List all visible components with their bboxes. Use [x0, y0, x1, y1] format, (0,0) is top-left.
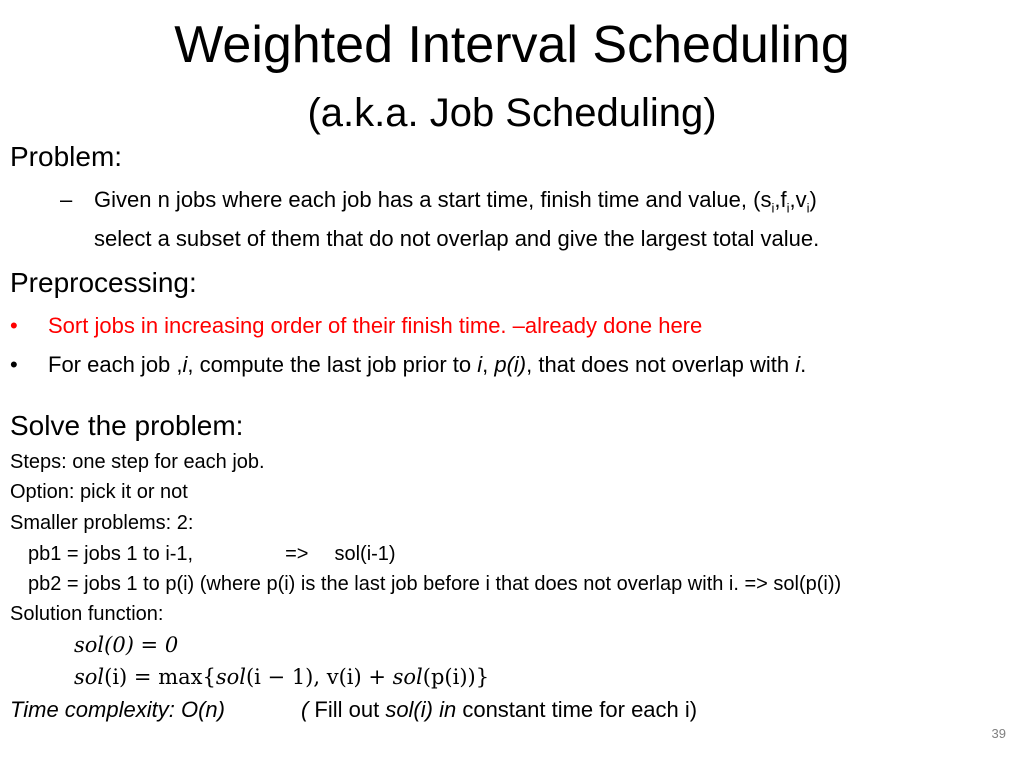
slide-title: Weighted Interval Scheduling — [174, 16, 850, 74]
bullet-marker: • — [10, 313, 18, 338]
option-line: Option: pick it or not — [10, 481, 188, 503]
pb1-line — [28, 542, 396, 566]
italic-sol: sol(i) in — [385, 697, 457, 722]
problem-heading: Problem: — [10, 141, 123, 172]
formula-sol: sol — [392, 665, 423, 689]
text-segment: , that does not overlap with — [526, 352, 796, 377]
subscript-i: i — [806, 200, 810, 216]
italic-i: i — [477, 352, 483, 377]
steps-line: Steps: one step for each job. — [10, 451, 265, 473]
smaller-problems-line: Smaller problems: 2: — [10, 512, 194, 534]
preprocessing-heading: Preprocessing: — [10, 267, 197, 298]
problem-text-close: ) — [809, 187, 817, 212]
formula-part: (i − 1), v(i) + — [245, 665, 393, 689]
solution-function-label: Solution function: — [10, 603, 164, 625]
italic-i: i — [795, 352, 801, 377]
text-segment: , — [482, 352, 495, 377]
problem-line-1 — [60, 186, 817, 222]
pb2-line: pb2 = jobs 1 to p(i) (where p(i) is the last job before i that does not overlap with i. => sol(p(i)) — [28, 573, 842, 595]
formula-recurrence — [74, 664, 489, 690]
formula-part: (p(i))} — [422, 665, 490, 689]
solve-heading: Solve the problem: — [10, 410, 244, 441]
subscript-i: i — [786, 200, 790, 216]
text-segment: Fill out — [308, 697, 386, 722]
preprocessing-item-1-text: Sort jobs in increasing order of their finish time. –already done here — [48, 313, 703, 338]
text-segment: constant time for each i) — [456, 697, 698, 722]
pb1-text: pb1 = jobs 1 to i-1, — [28, 543, 194, 565]
problem-text-v: ,v — [789, 187, 807, 212]
subscript-i: i — [771, 200, 775, 216]
pb1-arrow: => — [285, 543, 309, 565]
italic-i: i — [182, 352, 188, 377]
text-segment: For each job , — [48, 352, 183, 377]
slide-subtitle: (a.k.a. Job Scheduling) — [307, 91, 717, 135]
page-number: 39 — [991, 726, 1006, 741]
problem-line-2: select a subset of them that do not overlap and give the largest total value. — [94, 226, 820, 251]
formula-base-case: sol(0) = 0 — [74, 633, 179, 657]
problem-text-a: Given n jobs where each job has a start time, finish time and value, (s — [94, 187, 772, 212]
preprocessing-item-1 — [10, 312, 702, 340]
text-segment: . — [800, 352, 807, 377]
formula-sol: sol — [215, 665, 246, 689]
paren: ( — [300, 697, 309, 722]
pb1-result: sol(i-1) — [334, 543, 396, 565]
problem-text-f: ,f — [774, 187, 787, 212]
italic-p-of-i: p(i) — [494, 352, 527, 377]
formula-part: (i) = max{ — [104, 665, 216, 689]
time-complexity-line — [10, 696, 697, 724]
dash-marker: – — [60, 187, 73, 212]
bullet-marker: • — [10, 352, 18, 377]
formula-sol: sol — [74, 665, 105, 689]
time-complexity-label: Time complexity: O(n) — [10, 697, 225, 722]
text-segment: , compute the last job prior to — [187, 352, 478, 377]
preprocessing-item-2 — [10, 351, 806, 379]
